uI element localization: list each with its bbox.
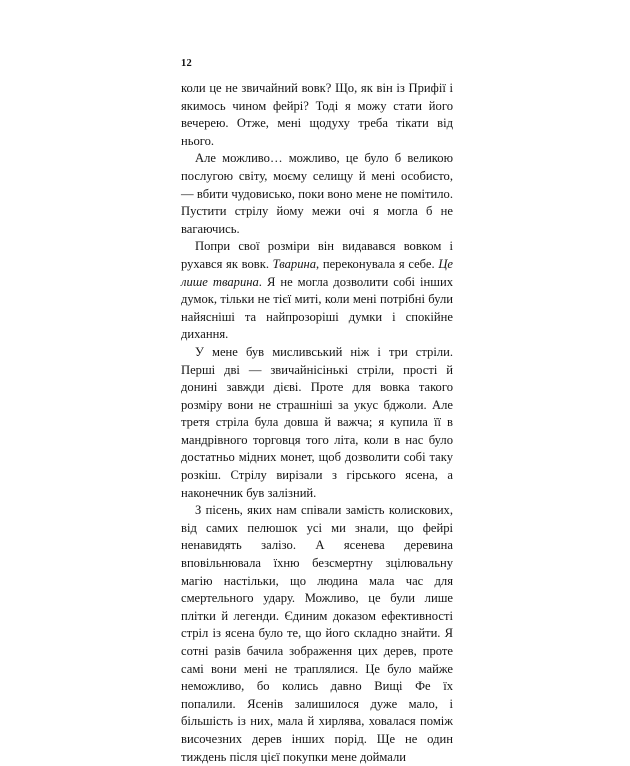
paragraph bbox=[181, 238, 453, 344]
body-text: З пісень, яких нам співали замість колискових, від самих пелюшок усі ми знали, що фейрі ненавидять залізо. А ясенева деревина вповільнювала їхню безсмертну зцілювальну магію настільки, що людина мала час для смертельного удару. Можливо, це були лише плітки й легенди. Єдиним доказом ефективності стріл із ясена було те, що його складно знайти. Я сотні разів бачила зображення цих дерев, проте самі вони мені не траплялися. Це було майже неможливо, бо колись давно Вищі Фе їх попалили. Ясенів залишилося дуже мало, і більшість із них, мала й хирлява, ховалася поміж височезних дерев інших порід. Ще не один тиждень після цієї покупки мене доймали bbox=[181, 503, 453, 764]
paragraph bbox=[181, 502, 453, 766]
body-text-block bbox=[181, 80, 453, 766]
emphasis-text: Це лише тварина bbox=[181, 256, 454, 289]
emphasis-text: Тварина bbox=[272, 256, 317, 271]
paragraph bbox=[181, 80, 453, 150]
body-text: У мене був мисливський ніж і три стріли. Перші дві — звичайнісінькі стріли, прості й донині завжди дієві. Проте для вовка такого розміру вони не страшніші за укус бджоли. Але третя стріла була довша й важча; я купила її в мандрівного торговця того літа, коли в нас було достатньо мідних монет, щоб дозволити собі таку розкіш. Стрілу вирізали з гірського ясена, а наконечник був залізний. bbox=[181, 344, 453, 500]
page-number: 12 bbox=[181, 58, 192, 69]
body-text: Попри свої розміри він видавався вовком і рухався як вовк. bbox=[181, 239, 453, 271]
paragraph bbox=[181, 344, 453, 502]
paragraph bbox=[181, 150, 453, 238]
body-text: Але можливо… можливо, це було б великою послугою світу, моєму селищу й мені особисто, — вбити чудовисько, поки воно мене не помітило. Пустити стрілу йому межи очі я могла б не вагаючись. bbox=[181, 151, 453, 236]
body-text: коли це не звичайний вовк? Що, як він із Прифії і якимось чином фейрі? Тоді я можу стати його вечерею. Отже, мені щодуху треба тікати від нього. bbox=[181, 81, 453, 148]
body-text: . Я не могла дозволити собі інших думок, тільки не тієї миті, коли мені потрібні були найясніші та найпрозоріші думки і спокійне дихання. bbox=[181, 274, 453, 342]
body-text: , переконувала я себе. bbox=[316, 256, 439, 271]
